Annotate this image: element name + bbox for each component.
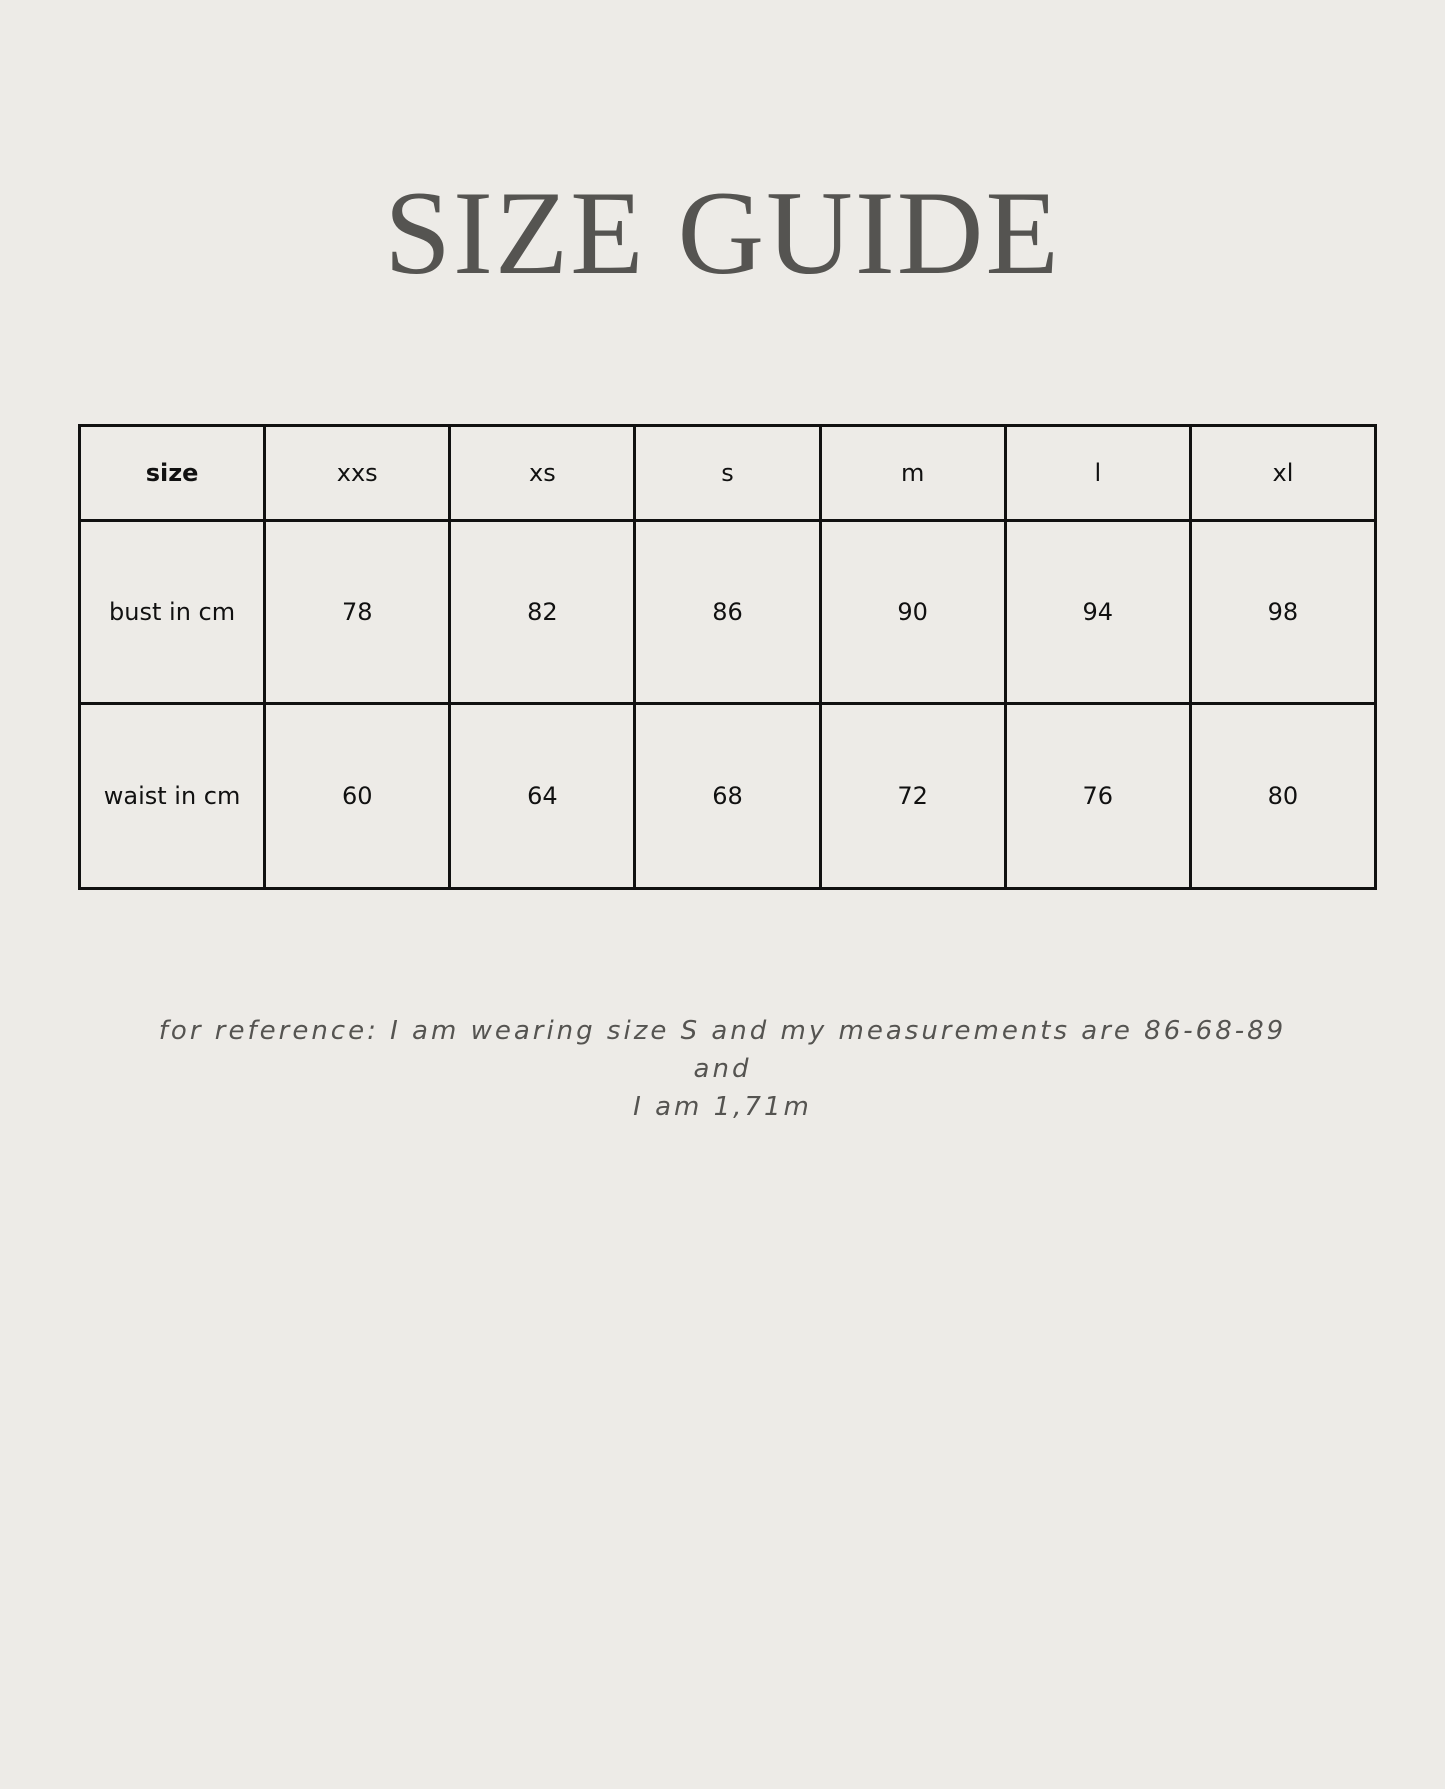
table-cell: 68: [635, 704, 820, 889]
reference-note-line-1: for reference: I am wearing size S and my measurements are 86-68-89 and: [158, 1016, 1287, 1084]
size-table: [78, 424, 1377, 890]
table-cell: 64: [450, 704, 635, 889]
header-label-cell: size: [80, 426, 265, 521]
reference-note-line-2: I am 1,71m: [633, 1092, 812, 1122]
table-row-bust: [80, 521, 1376, 704]
table-row-waist: [80, 704, 1376, 889]
table-cell: 76: [1005, 704, 1190, 889]
size-cell-s: s: [635, 426, 820, 521]
table-cell: 78: [265, 521, 450, 704]
table-cell: 72: [820, 704, 1005, 889]
table-cell: 60: [265, 704, 450, 889]
table-cell: 86: [635, 521, 820, 704]
table-cell: 80: [1190, 704, 1375, 889]
row-label-bust: bust in cm: [80, 521, 265, 704]
size-cell-xl: xl: [1190, 426, 1375, 521]
table-cell: 90: [820, 521, 1005, 704]
table-cell: 82: [450, 521, 635, 704]
size-cell-xxs: xxs: [265, 426, 450, 521]
table-cell: 94: [1005, 521, 1190, 704]
size-cell-l: l: [1005, 426, 1190, 521]
size-cell-m: m: [820, 426, 1005, 521]
page-title: SIZE GUIDE: [384, 166, 1061, 299]
table-cell: 98: [1190, 521, 1375, 704]
table-header-row: [80, 426, 1376, 521]
row-label-waist: waist in cm: [80, 704, 265, 889]
reference-note: [140, 1012, 1305, 1126]
size-cell-xs: xs: [450, 426, 635, 521]
